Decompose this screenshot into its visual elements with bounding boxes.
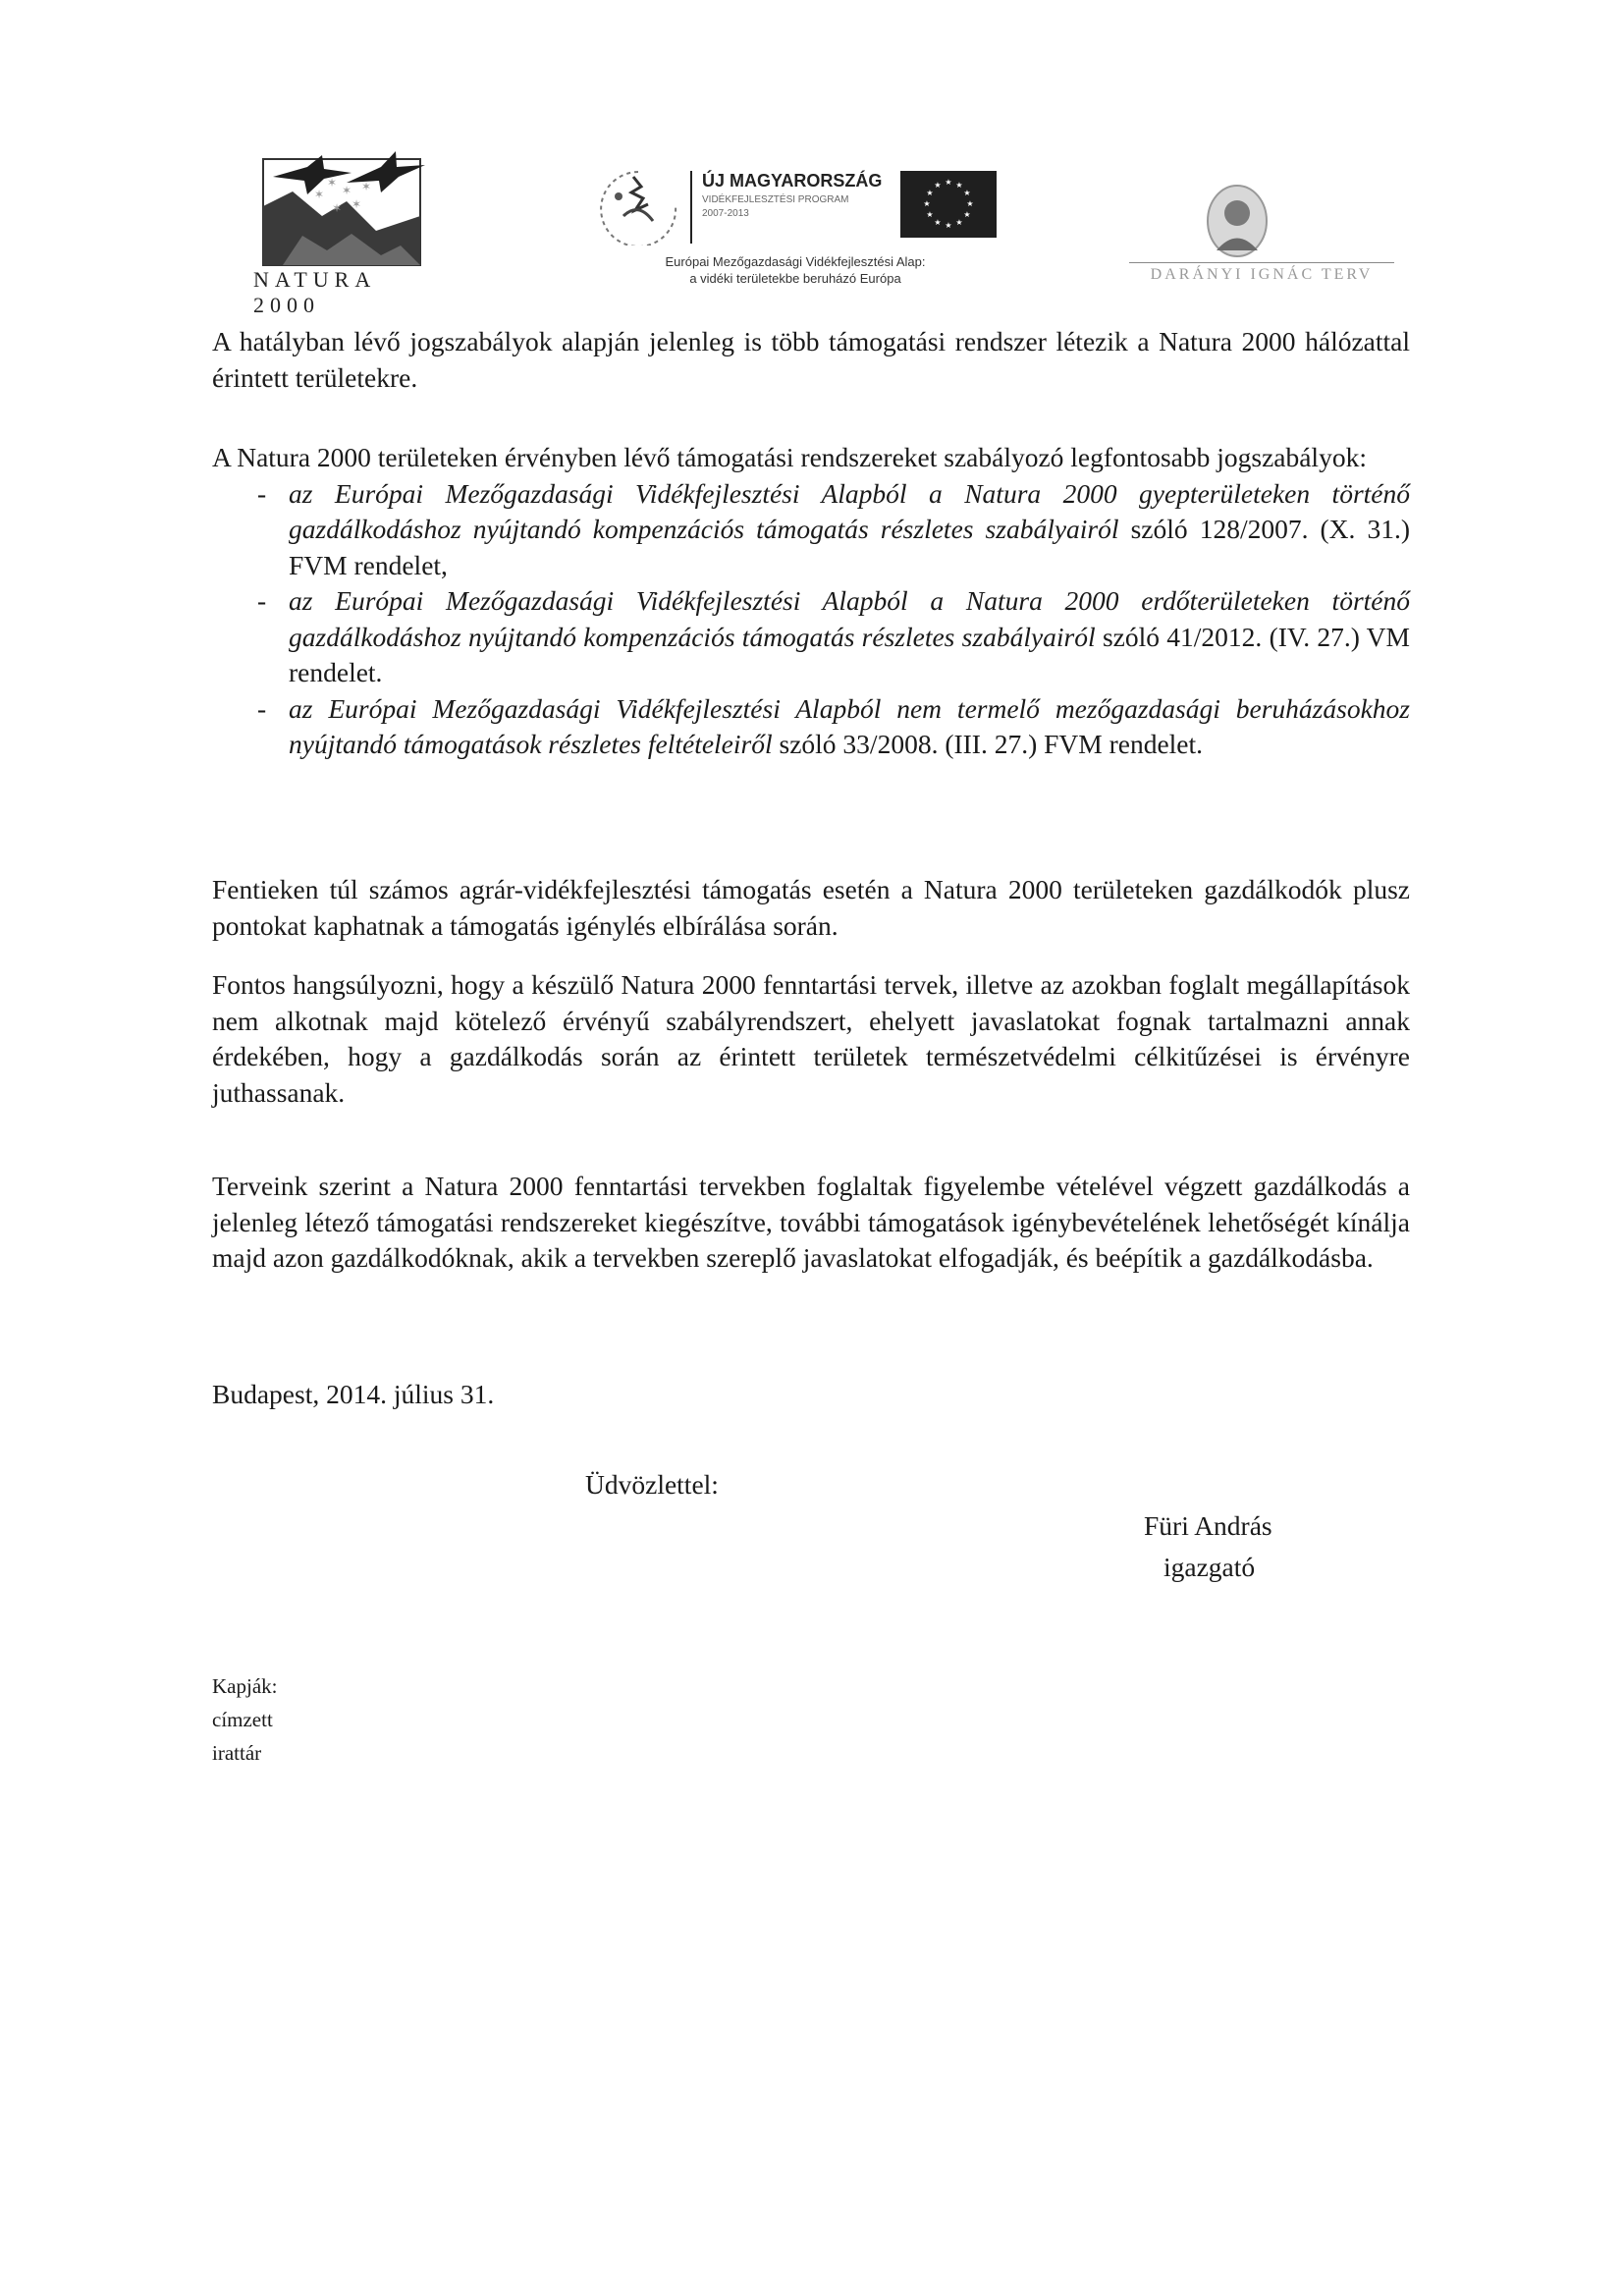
- svg-text:★: ★: [926, 189, 934, 197]
- umvp-caption-line-2: a vidéki területekbe beruházó Európa: [689, 271, 901, 286]
- natura-2000-logo-text: NATURA 2000: [253, 267, 376, 317]
- list-item: [212, 583, 1410, 691]
- regulations-intro: A Natura 2000 területeken érvényben lévő támogatási rendszereket szabályozó legfontosabb jogszabályok:: [212, 442, 1367, 472]
- signer-name: Füri András: [1144, 1510, 1272, 1541]
- svg-text:✶: ✶: [361, 180, 372, 193]
- regulation-title: az Európai Mezőgazdasági Vidékfejlesztési Alapból a Natura 2000 gyepterületeken történő gazdálkodáshoz nyújtandó kompenzációs támogatás részletes szabályairól: [289, 477, 1410, 544]
- paragraph-5-text: Terveink szerint a Natura 2000 fenntartási tervekben foglaltak figyelembe vételével végzett gazdálkodás a jelenleg létező támogatási rendszereket kiegészítve, további támogatások igénybevételének lehetőségét kínálja majd azon gazdálkodóknak, akik a tervekben szereplő javaslatokat elfogadják, és beépítik a gazdálkodásba.: [212, 1171, 1410, 1273]
- eu-flag-icon: [900, 171, 997, 238]
- umvp-divider: [690, 171, 692, 244]
- regulation-title: az Európai Mezőgazdasági Vidékfejlesztési Alapból nem termelő mezőgazdasági beruházásokhoz nyújtandó támogatások részletes feltételeiről: [289, 692, 1410, 759]
- paragraph-3: [212, 872, 1410, 944]
- paragraph-5: [212, 1169, 1410, 1277]
- umvp-emblem-icon: [594, 167, 682, 246]
- regulation-title: az Európai Mezőgazdasági Vidékfejlesztési Alapból a Natura 2000 erdőterületeken történő gazdálkodáshoz nyújtandó kompenzációs támogatás részletes szabályairól: [289, 585, 1410, 652]
- svg-text:✶: ✶: [327, 176, 338, 190]
- daranyi-ignac-terv-logo: [1129, 182, 1414, 290]
- svg-text:★: ★: [923, 199, 931, 208]
- greeting: Üdvözlettel:: [585, 1469, 719, 1500]
- paragraph-4-text: Fontos hangsúlyozni, hogy a készülő Natura 2000 fenntartási tervek, illetve az azokban foglalt megállapítások nem alkotnak majd kötelező érvényű szabályrendszert, ehelyett javaslatokat fognak tartalmazni annak érdekében, hogy a gazdálkodás során az érintett területek természetvédelmi célkitűzései is érvényre juthassanak.: [212, 969, 1410, 1108]
- svg-text:★: ★: [926, 210, 934, 219]
- regulations-list: [212, 476, 1410, 763]
- svg-text:★: ★: [963, 210, 971, 219]
- recipients-label: Kapják:: [212, 1674, 278, 1698]
- umvp-subtitle: VIDÉKFEJLESZTÉSI PROGRAM: [702, 194, 849, 205]
- svg-text:★: ★: [945, 178, 952, 187]
- svg-text:✶: ✶: [314, 188, 325, 201]
- umvp-eu-logo: [594, 157, 997, 285]
- list-dash: -: [257, 585, 267, 616]
- svg-text:✶: ✶: [352, 197, 362, 211]
- place-and-date: Budapest, 2014. július 31.: [212, 1379, 495, 1409]
- daranyi-underline: [1129, 262, 1394, 263]
- umvp-caption: [594, 253, 997, 287]
- regulation-reference: szóló 128/2007. (X. 31.) FVM rendelet,: [289, 514, 1410, 580]
- portrait-medallion-icon: [1203, 182, 1271, 260]
- recipient-item: irattár: [212, 1741, 262, 1765]
- recipient-item: címzett: [212, 1708, 273, 1731]
- signer-title: igazgató: [1163, 1552, 1256, 1582]
- svg-text:★: ★: [934, 181, 942, 190]
- regulation-reference: szóló 33/2008. (III. 27.) FVM rendelet.: [772, 729, 1204, 759]
- recipients-block: [212, 1669, 277, 1770]
- list-item: [212, 691, 1410, 763]
- umvp-period: 2007-2013: [702, 208, 749, 219]
- svg-text:★: ★: [963, 189, 971, 197]
- svg-text:✶: ✶: [332, 201, 343, 215]
- umvp-caption-line-1: Európai Mezőgazdasági Vidékfejlesztési Alap:: [665, 254, 926, 269]
- regulation-reference: szóló 41/2012. (IV. 27.) VM rendelet.: [289, 621, 1410, 687]
- svg-text:★: ★: [955, 218, 963, 227]
- paragraph-4: [212, 967, 1410, 1111]
- svg-text:★: ★: [966, 199, 974, 208]
- daranyi-logo-text: DARÁNYI IGNÁC TERV: [1150, 266, 1374, 283]
- svg-text:★: ★: [945, 221, 952, 230]
- paragraph-3-text: Fentieken túl számos agrár-vidékfejlesztési támogatás esetén a Natura 2000 területeken gazdálkodók plusz pontokat kaphatnak a támogatás igénylés elbírálása során.: [212, 874, 1410, 941]
- svg-text:★: ★: [934, 218, 942, 227]
- paragraph-1: [212, 324, 1410, 396]
- svg-text:★: ★: [955, 181, 963, 190]
- svg-text:✶: ✶: [342, 184, 352, 197]
- regulations-section: [212, 440, 1410, 763]
- list-item: [212, 476, 1410, 584]
- list-dash: -: [257, 477, 267, 509]
- list-dash: -: [257, 692, 267, 724]
- umvp-title: ÚJ MAGYARORSZÁG: [702, 171, 883, 191]
- paragraph-1-text: A hatályban lévő jogszabályok alapján jelenleg is több támogatási rendszer létezik a Natura 2000 hálózattal érintett területekre.: [212, 326, 1410, 393]
